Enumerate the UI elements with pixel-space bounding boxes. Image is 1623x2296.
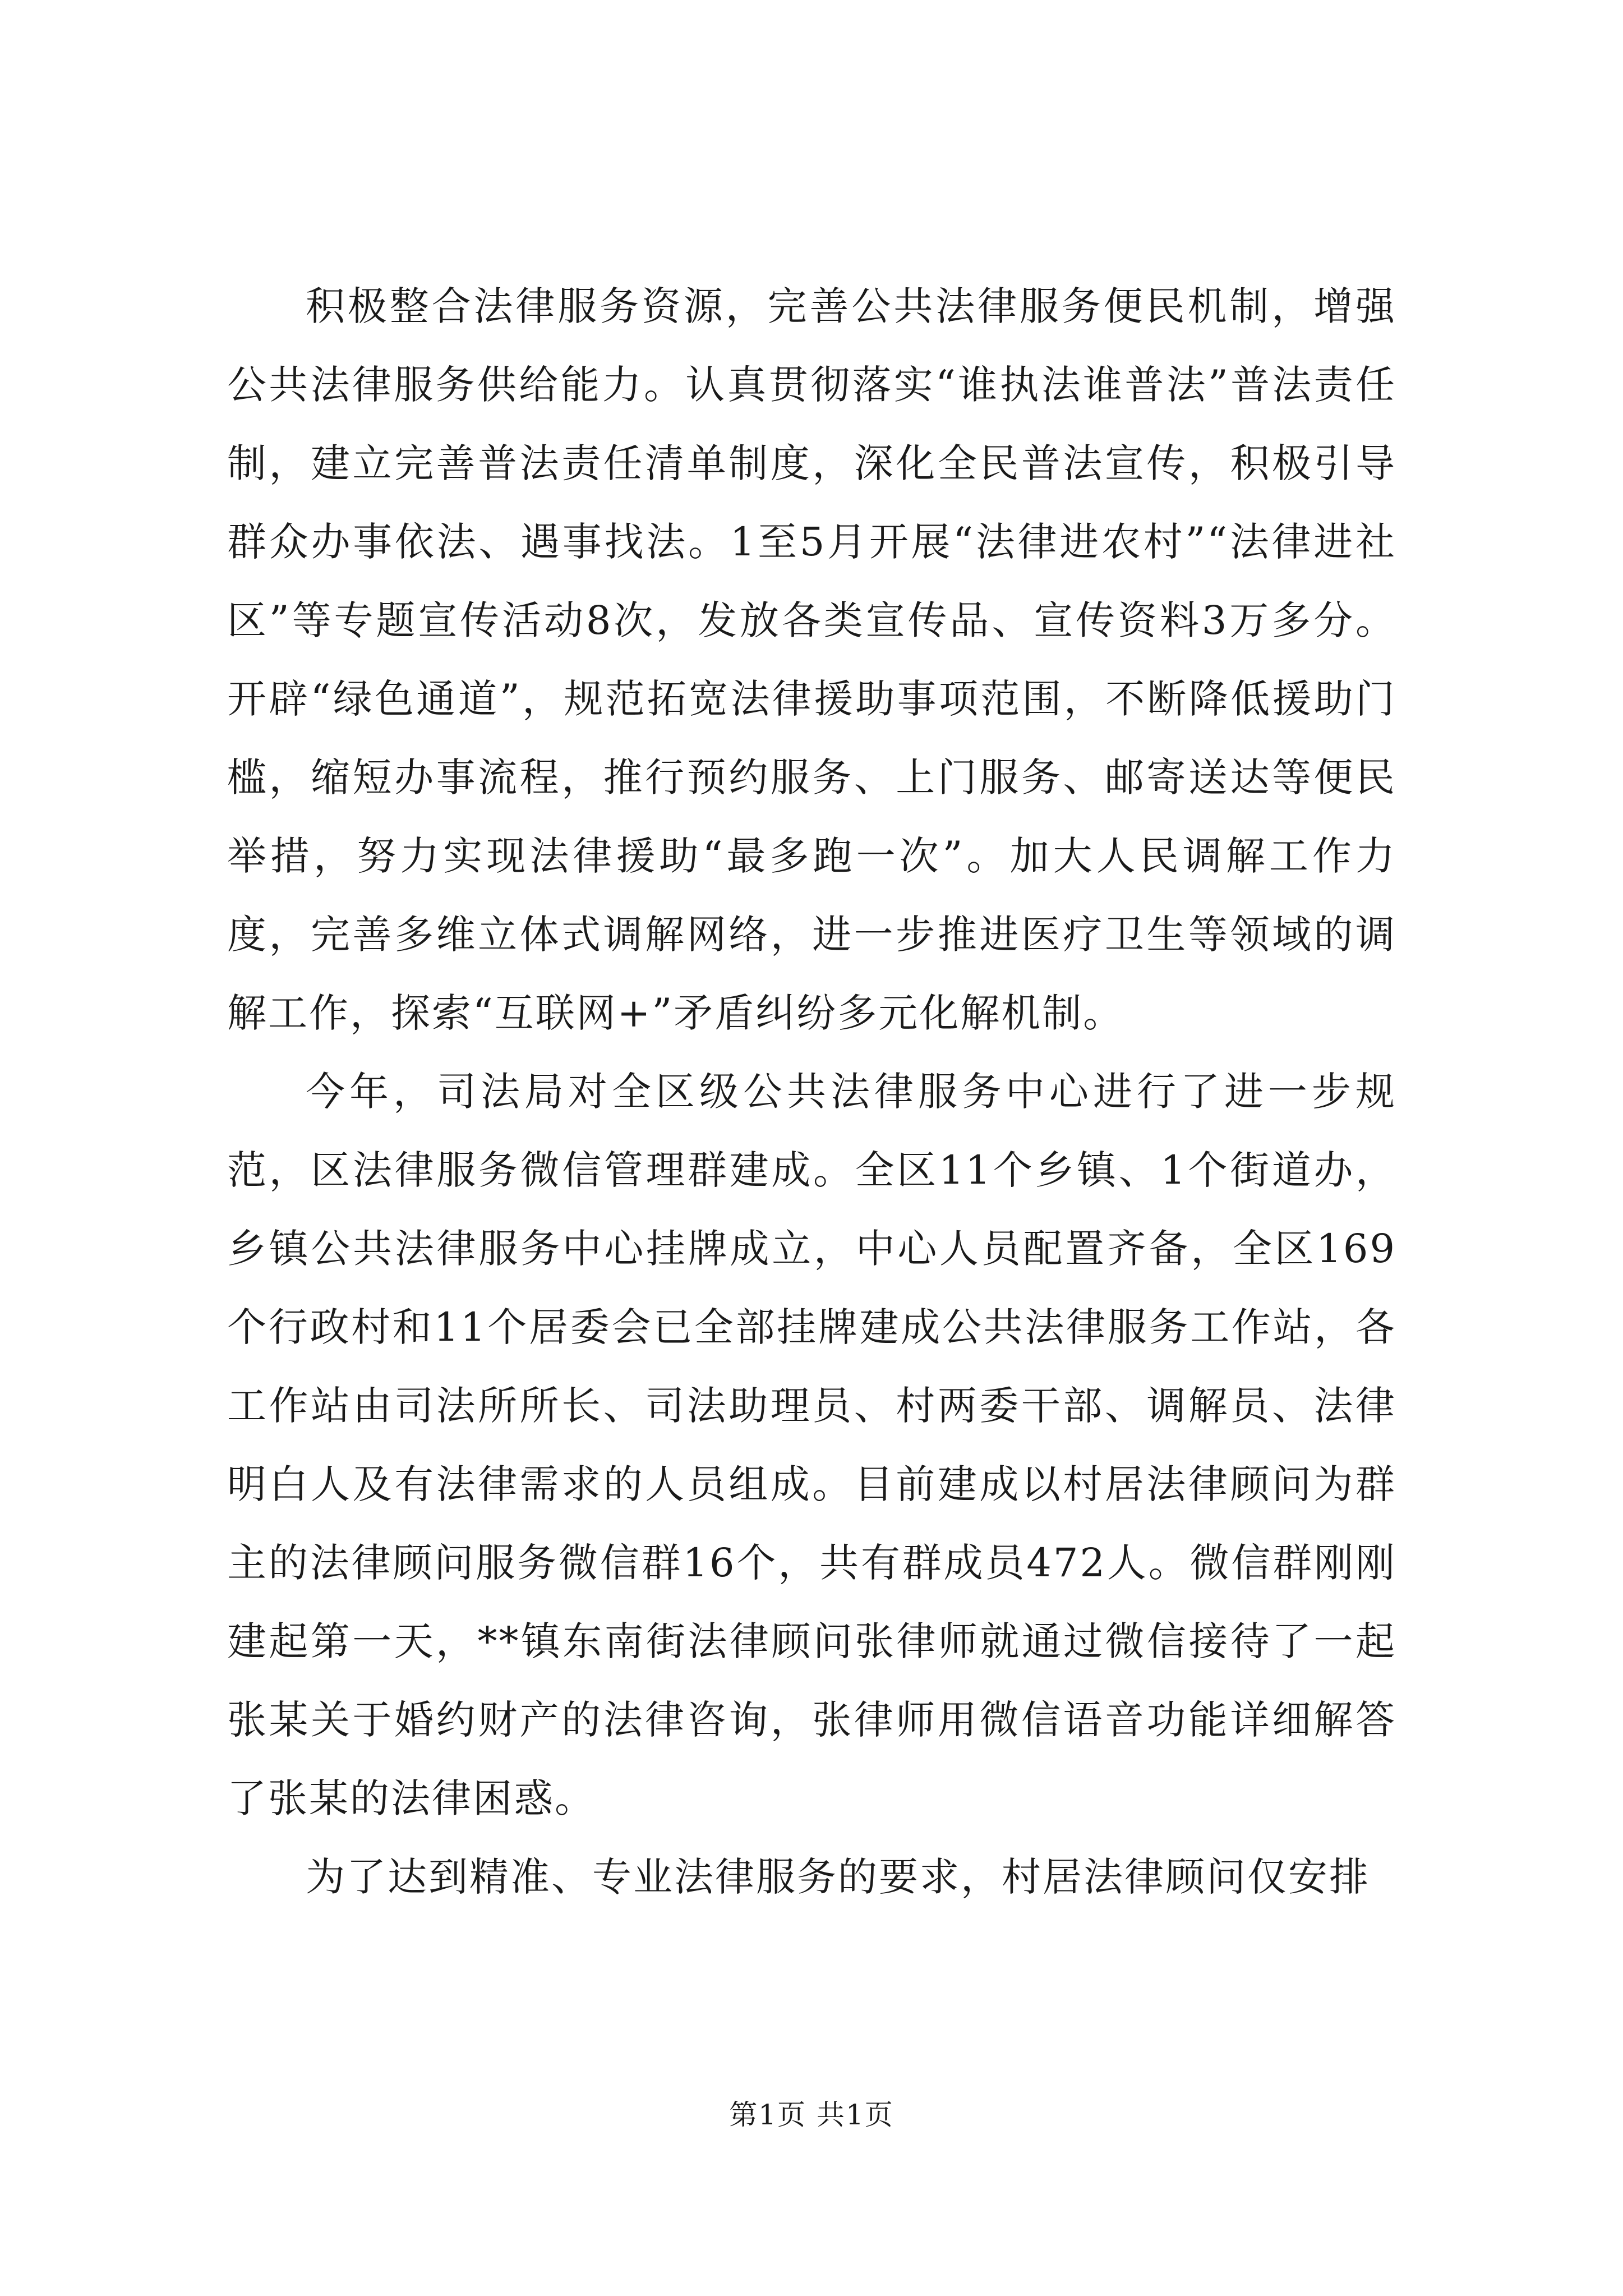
paragraph-service-center: 今年，司法局对全区级公共法律服务中心进行了进一步规范，区法律服务微信管理群建成。全区11个乡镇、1个街道办，乡镇公共法律服务中心挂牌成立，中心人员配置齐备，全区169个行政村和11个居委会已全部挂牌建成公共法律服务工作站，各工作站由司法所所长、司法助理员、村两委干部、调解员、法律明白人及有法律需求的人员组成。目前建成以村居法律顾问为群主的法律顾问服务微信群16个，共有群成员472人。微信群刚刚建起第一天，**镇东南街法律顾问张律师就通过微信接待了一起张某关于婚约财产的法律咨询，张律师用微信语音功能详细解答了张某的法律困惑。 (227, 1069, 1396, 1821)
page-number-footer: 第1页 共1页 (729, 2099, 894, 2131)
document-body (227, 267, 1396, 1916)
paragraph-legal-advisor: 为了达到精准、专业法律服务的要求，村居法律顾问仅安排 (306, 1854, 1370, 1900)
paragraph-legal-resources: 积极整合法律服务资源，完善公共法律服务便民机制，增强公共法律服务供给能力。认真贯彻落实“谁执法谁普法”普法责任制，建立完善普法责任清单制度，深化全民普法宣传，积极引导群众办事依法、遇事找法。1至5月开展“法律进农村”“法律进社区”等专题宣传活动8次，发放各类宣传品、宣传资料3万多分。开辟“绿色通道”，规范拓宽法律援助事项范围，不断降低援助门槛，缩短办事流程，推行预约服务、上门服务、邮寄送达等便民举措，努力实现法律援助“最多跑一次”。加大人民调解工作力度，完善多维立体式调解网络，进一步推进医疗卫生等领域的调解工作，探索“互联网+”矛盾纠纷多元化解机制。 (227, 283, 1396, 1036)
